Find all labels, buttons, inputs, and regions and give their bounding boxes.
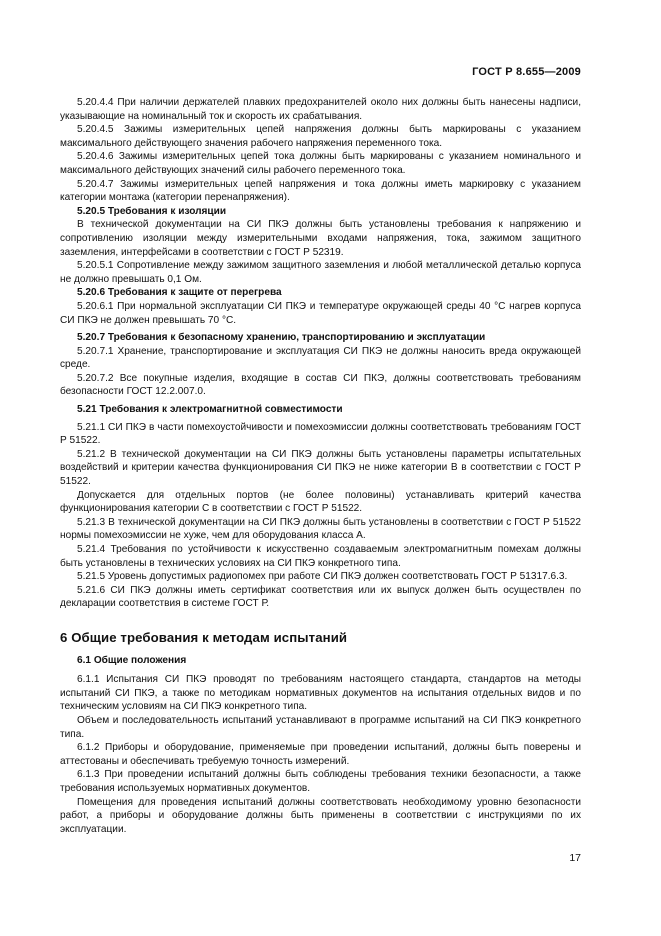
paragraph: 5.21.2 В технической документации на СИ ПКЭ должны быть установлены параметры испытательных воздействий и критерии качества функционирования СИ ПКЭ не ниже категории В в соответствии с ГОСТ Р 51522.: [60, 448, 581, 488]
paragraph: 5.20.7.2 Все покупные изделия, входящие в состав СИ ПКЭ, должны соответствовать требованиям безопасности ГОСТ 12.2.007.0.: [60, 372, 581, 398]
paragraph: 5.20.6.1 При нормальной эксплуатации СИ ПКЭ и температуре окружающей среды 40 °С нагрев корпуса СИ ПКЭ не должен превышать 70 °С.: [60, 300, 581, 326]
paragraph: В технической документации на СИ ПКЭ должны быть установлены требования к напряжению и сопротивлению изоляции между измерительными входами напряжения, тока, зажимом защитного заземления, интерфейсами в соответствии с ГОСТ Р 52319.: [60, 219, 581, 258]
section-heading: 6.1 Общие положения: [77, 654, 187, 666]
section-heading: 5.20.6 Требования к защите от перегрева: [77, 287, 282, 299]
section-heading: 5.20.5 Требования к изоляции: [77, 205, 227, 217]
chapter-heading: 6 Общие требования к методам испытаний: [60, 629, 348, 645]
paragraph: 5.20.4.7 Зажимы измерительных цепей напряжения и тока должны иметь маркировку с указанием категории монтажа (категории перенапряжения).: [60, 178, 581, 204]
paragraph: 5.20.7.1 Хранение, транспортирование и эксплуатация СИ ПКЭ не должны наносить вреда окружающей среде.: [60, 345, 581, 371]
paragraph: 5.21.3 В технической документации на СИ ПКЭ должны быть установлены в соответствии с ГОСТ Р 51522 нормы помехоэмиссии не хуже, чем для оборудования класса А.: [60, 516, 581, 542]
paragraph: 6.1.2 Приборы и оборудование, применяемые при проведении испытаний, должны быть поверены и аттестованы и обеспечивать требуемую точность измерений.: [60, 742, 581, 767]
section-heading: 5.20.7 Требования к безопасному хранению, транспортированию и эксплуатации: [77, 332, 486, 344]
paragraph: 5.21.6 СИ ПКЭ должны иметь сертификат соответствия или их выпуск должен быть осуществлен по декларации соответствия в системе ГОСТ Р.: [60, 584, 581, 610]
paragraph: 5.20.4.5 Зажимы измерительных цепей напряжения должны быть маркированы с указанием максимального действующего значения рабочего напряжения переменного тока.: [60, 124, 581, 149]
document-header: ГОСТ Р 8.655—2009: [472, 66, 581, 78]
paragraph: 6.1.1 Испытания СИ ПКЭ проводят по требованиям настоящего стандарта, стандартов на методы испытаний СИ ПКЭ, а также по методикам нормативных документов на испытания отдельных видов и по техническим условиям на СИ ПКЭ конкретного типа.: [60, 674, 581, 713]
section-heading: 5.21 Требования к электромагнитной совместимости: [77, 404, 343, 416]
paragraph: 5.20.4.6 Зажимы измерительных цепей тока должны быть маркированы с указанием номинального и максимального действующих значений силы рабочего переменного тока.: [60, 151, 581, 176]
paragraph: Помещения для проведения испытаний должны соответствовать необходимому уровню безопасности работ, а приборы и оборудование должны быть применены в соответствии с инструкциями по их эксплуатации.: [60, 796, 581, 835]
paragraph: 5.21.1 СИ ПКЭ в части помехоустойчивости и помехоэмиссии должны соответствовать требованиям ГОСТ Р 51522.: [60, 421, 581, 447]
paragraph: 5.21.5 Уровень допустимых радиопомех при работе СИ ПКЭ должен соответствовать ГОСТ Р 51317.6.3.: [77, 571, 568, 583]
paragraph: 5.20.4.4 При наличии держателей плавких предохранителей около них должны быть нанесены надписи, указывающие на номинальный ток и скорость их срабатывания.: [60, 97, 581, 122]
paragraph: Объем и последовательность испытаний устанавливают в программе испытаний на СИ ПКЭ конкретного типа.: [60, 714, 581, 740]
paragraph: 5.21.4 Требования по устойчивости к искусственно создаваемым электромагнитным помехам должны быть установлены в технических условиях на СИ ПКЭ конкретного типа.: [60, 544, 581, 569]
document-body: [60, 96, 581, 836]
paragraph: Допускается для отдельных портов (не более половины) устанавливать критерий качества функционирования категории С в соответствии с ГОСТ Р 51522.: [60, 489, 581, 515]
paragraph: 6.1.3 При проведении испытаний должны быть соблюдены требования техники безопасности, а также требования используемых нормативных документов.: [60, 769, 581, 794]
paragraph: 5.20.5.1 Сопротивление между зажимом защитного заземления и любой металлической деталью корпуса не должно превышать 0,1 Ом.: [60, 260, 581, 285]
page-number: 17: [569, 852, 581, 864]
